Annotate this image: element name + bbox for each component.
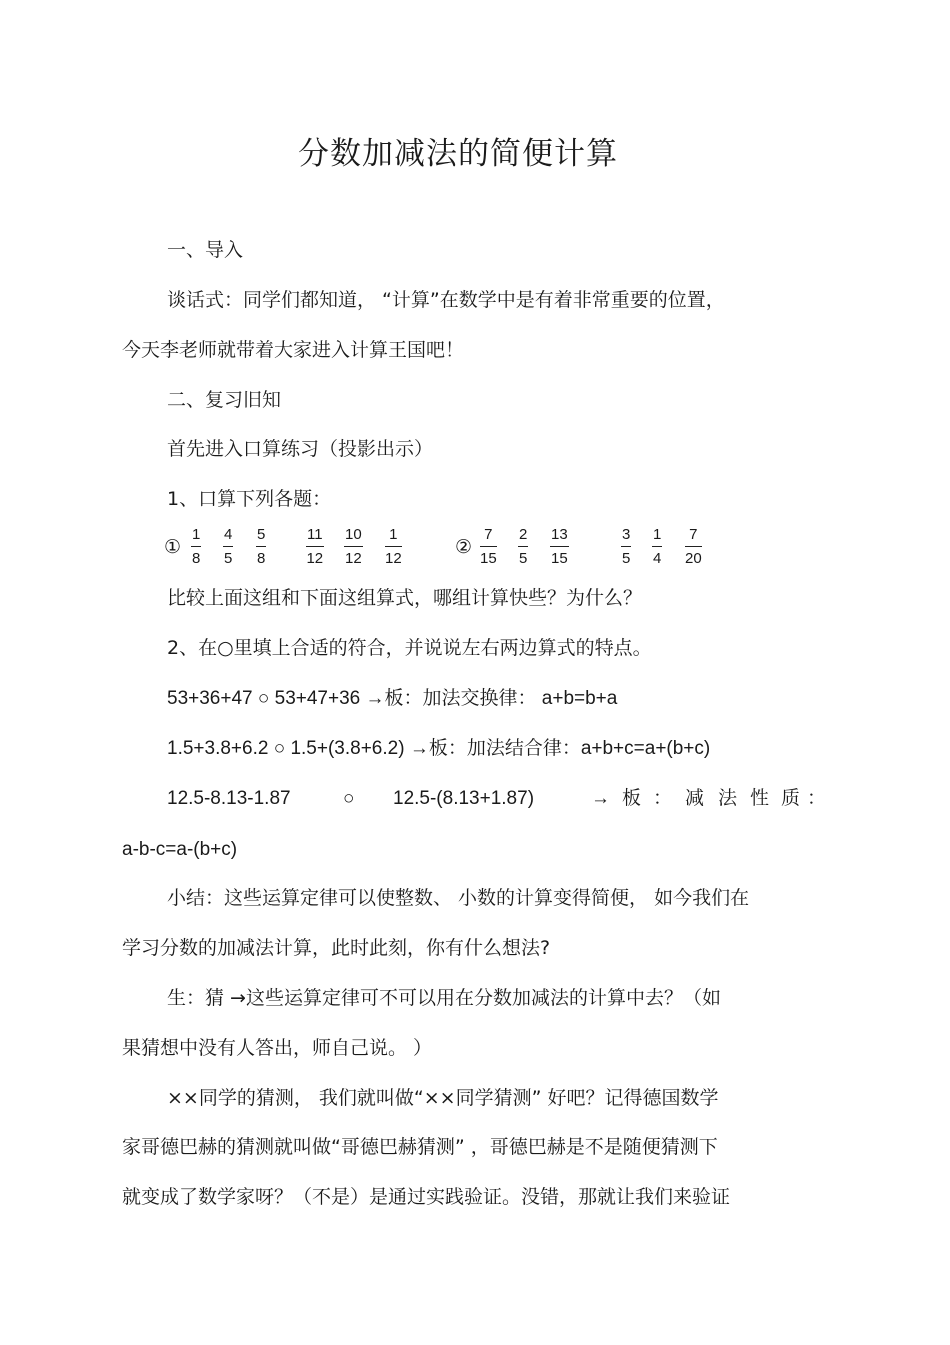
student-line-1: 生：猜 →这些运算定律可不可以用在分数加减法的计算中去？（如 [167,987,721,1009]
question-1-label: 1、口算下列各题： [167,488,332,510]
intro-heading: 一、导入 [167,239,244,261]
question-2-label: 2、在○里填上合适的符合，并说说左右两边算式的特点。 [167,637,652,659]
eq3-arrow: → [591,788,610,809]
eq3-word: 质 [781,788,801,809]
fraction: 4 5 [224,526,233,567]
compare-question: 比较上面这组和下面这组算式，哪组计算快些？为什么？ [167,587,643,609]
intro-paragraph-line-1: 谈话式：同学们都知道， “计算”在数学中是有着非常重要的位置， [167,289,725,311]
fraction: 1 8 [192,526,201,567]
fraction: 5 8 [257,526,266,567]
fraction: 3 5 [622,526,631,567]
eq3-word: ： [653,788,673,809]
page-title: 分数加减法的简便计算 [298,136,618,172]
guess-line-1: ××同学的猜测， 我们就叫做“××同学猜测” 好吧？记得德国数学 [167,1087,719,1109]
eq3-left: 12.5-8.13-1.87 [167,788,291,809]
equation-subtraction-continued: a-b-c=a-(b+c) [122,839,238,860]
fraction: 1 4 [653,526,662,567]
guess-line-3: 就变成了数学家呀？（不是）是通过实践验证。没错，那就让我们来验证 [122,1186,731,1208]
eq3-middle: 12.5-(8.13+1.87) [393,788,535,809]
fraction: 11 12 [306,526,324,567]
eq3-word: 性 [750,788,770,809]
group-2-marker: ② [455,536,473,558]
group-1-marker: ① [164,536,182,558]
summary-line-1: 小结：这些运算定律可以使整数、 小数的计算变得简便， 如今我们在 [167,887,750,909]
equation-commutative: 53+36+47 ○ 53+47+36 →板：加法交换律： a+b=b+a [167,688,618,709]
equation-subtraction-property [167,786,827,812]
review-heading: 二、复习旧知 [167,389,282,411]
equation-associative: 1.5+3.8+6.2 ○ 1.5+(3.8+6.2) →板：加法结合律：a+b+c=a+(b+c) [167,738,711,759]
eq3-circle: ○ [343,788,355,809]
fraction: 7 20 [685,526,702,567]
fraction: 7 15 [480,526,497,567]
guess-line-2: 家哥德巴赫的猜测就叫做“哥德巴赫猜测” ，哥德巴赫是不是随便猜测下 [122,1136,718,1158]
eq3-word: 法 [718,788,738,809]
review-paragraph: 首先进入口算练习（投影出示） [167,438,434,460]
student-line-2: 果猜想中没有人答出，师自己说。 ） [122,1037,433,1059]
eq3-word: 板 [622,788,642,809]
eq3-word: 减 [685,788,705,809]
fraction: 2 5 [519,526,528,567]
fraction: 10 12 [345,526,362,567]
intro-paragraph-line-2: 今天李老师就带着大家进入计算王国吧！ [122,339,465,361]
summary-line-2: 学习分数的加减法计算，此时此刻，你有什么想法? [122,937,551,959]
fraction: 1 12 [385,526,402,567]
eq3-word: ： [807,788,827,809]
fraction: 13 15 [551,526,568,567]
fraction-exercise-row [164,526,724,576]
